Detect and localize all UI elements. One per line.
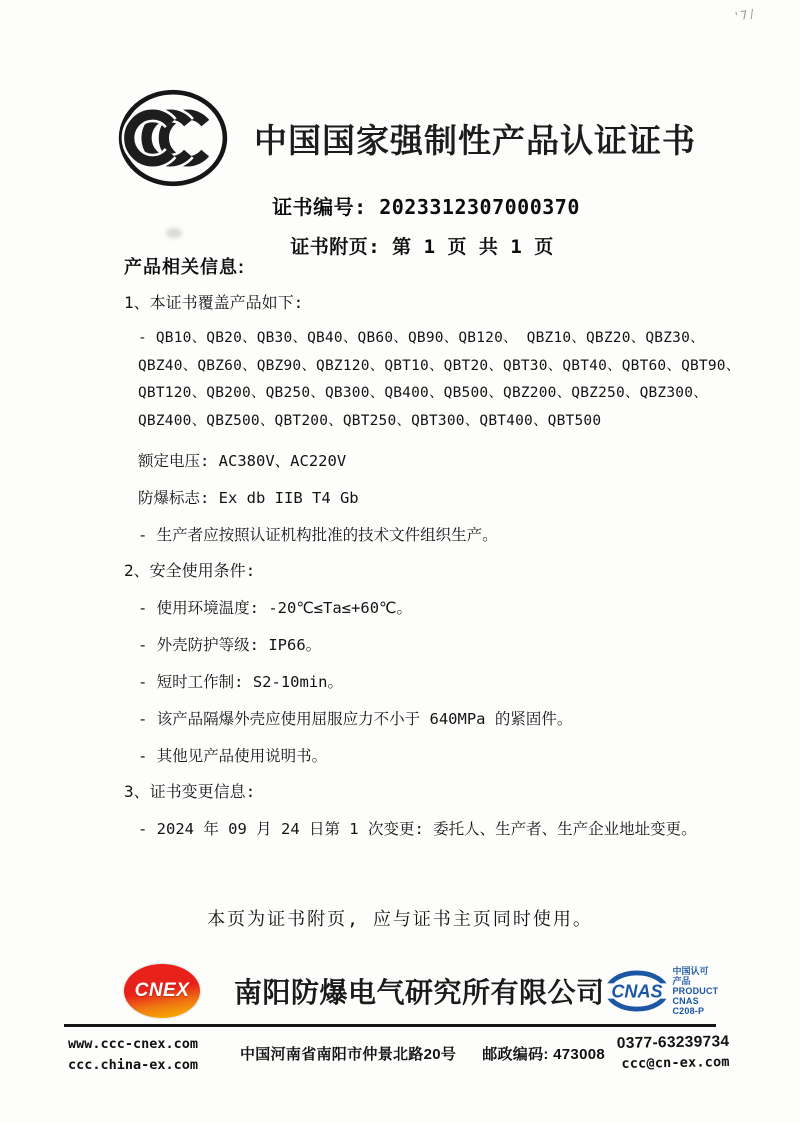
- cnas-caption-line: CNAS C208-P: [672, 996, 705, 1016]
- certificate-number: 证书编号: 2023312307000370: [272, 195, 580, 219]
- certificate-attachment-page: 证书附页: 第 1 页 共 1 页: [290, 236, 554, 258]
- product-list-line: QBT120、QB200、QB250、QB300、QB400、QB500、QBZ200、QBZ250、QBZ300、: [138, 385, 708, 401]
- issuer-row: [124, 958, 724, 1024]
- header: [116, 86, 696, 190]
- cnas-caption-line: 产品: [672, 976, 691, 986]
- section-2-title: 2、安全使用条件:: [124, 561, 256, 580]
- phone-block: [617, 1033, 730, 1072]
- product-list-line: - QB10、QB20、QB30、QB40、QB60、QB90、QB120、 QBZ10、QBZ20、QBZ30、: [138, 330, 705, 346]
- safety-item-fastener: - 该产品隔爆外壳应使用屈服应力不小于 640MPa 的紧固件。: [138, 710, 573, 728]
- rated-voltage: 额定电压: AC380V、AC220V: [138, 452, 347, 470]
- product-info-heading: 产品相关信息:: [124, 257, 245, 277]
- certificate-id-block: [0, 191, 800, 259]
- scan-corner-mark: '7/: [733, 6, 758, 24]
- phone-number: 0377-63239734: [617, 1033, 730, 1052]
- ccc-logo-icon: [116, 86, 230, 190]
- websites: [68, 1034, 240, 1076]
- product-list-line: QBZ400、QBZ500、QBT200、QBT250、QBT300、QBT400、QBT500: [138, 412, 602, 429]
- cnex-logo-text: CNEX: [134, 980, 190, 1001]
- svg-text:CNAS: CNAS: [610, 981, 663, 1002]
- attachment-notice: 本页为证书附页, 应与证书主页同时使用。: [207, 909, 593, 930]
- footer-divider: [64, 1024, 716, 1027]
- cnas-caption-line: PRODUCT: [672, 986, 719, 996]
- cnas-caption-line: 中国认可: [672, 966, 709, 976]
- cnex-logo-icon: [124, 964, 200, 1018]
- address-block: [240, 1043, 605, 1064]
- contact-row: [68, 1034, 730, 1076]
- cnas-caption: [672, 966, 726, 1016]
- address: 中国河南省南阳市仲景北路20号: [240, 1046, 457, 1063]
- cnas-logo-icon: [605, 966, 669, 1016]
- safety-item-duty: - 短时工作制: S2-10min。: [138, 673, 343, 691]
- section-3-title: 3、证书变更信息:: [124, 782, 256, 801]
- change-record: - 2024 年 09 月 24 日第 1 次变更: 委托人、生产者、生产企业地址变更。: [138, 820, 697, 838]
- postcode: 邮政编码: 473008: [482, 1046, 606, 1063]
- ex-marking: 防爆标志: Ex db IIB T4 Gb: [138, 489, 359, 507]
- company-name: 南阳防爆电气研究所有限公司: [234, 977, 605, 1008]
- safety-item-temperature: - 使用环境温度: -20℃≤Ta≤+60℃。: [138, 599, 412, 617]
- website-primary: www.ccc-cnex.com: [68, 1036, 199, 1052]
- production-note: - 生产者应按照认证机构批准的技术文件组织生产。: [138, 526, 498, 544]
- page-title: 中国国家强制性产品认证证书: [254, 121, 696, 159]
- email-address: ccc@cn-ex.com: [621, 1054, 731, 1072]
- website-secondary: ccc.china-ex.com: [68, 1057, 199, 1073]
- section-1-title: 1、本证书覆盖产品如下:: [124, 293, 304, 312]
- product-info: [124, 253, 741, 840]
- product-list: [138, 325, 741, 435]
- cnas-logo: [605, 966, 727, 1016]
- safety-item-manual: - 其他见产品使用说明书。: [138, 747, 328, 765]
- product-list-line: QBZ40、QBZ60、QBZ90、QBZ120、QBT10、QBT20、QBT30、QBT40、QBT60、QBT90、: [138, 357, 741, 374]
- safety-item-ip: - 外壳防护等级: IP66。: [138, 636, 322, 654]
